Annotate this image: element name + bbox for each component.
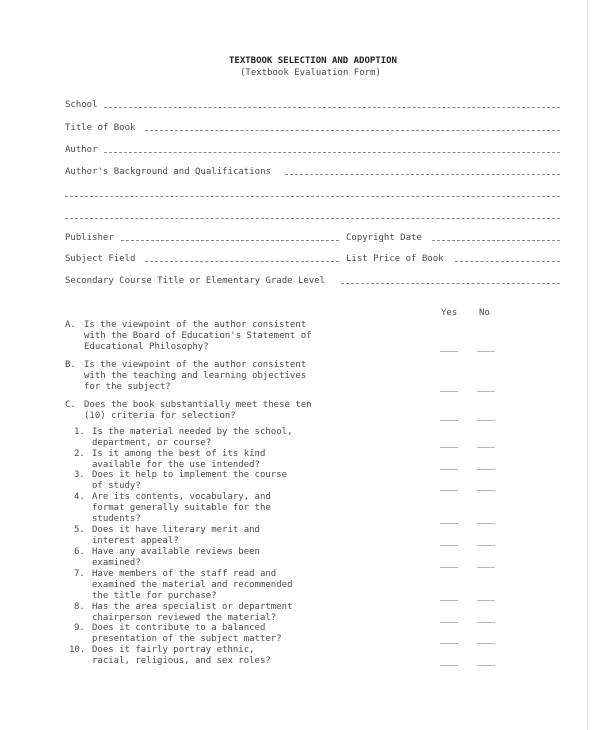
question-c-no-blank[interactable]	[477, 420, 495, 421]
criterion-number: 10.	[69, 645, 86, 655]
question-a-yes-blank[interactable]	[440, 351, 458, 352]
question-a-no-blank[interactable]	[477, 351, 495, 352]
author-line[interactable]	[104, 152, 560, 153]
school-line[interactable]	[104, 107, 560, 108]
criterion-1-no-blank[interactable]	[477, 447, 495, 448]
page-edge-divider	[587, 0, 588, 730]
question-b-letter: B.	[65, 360, 76, 370]
criterion-10-yes-blank[interactable]	[440, 665, 458, 666]
criterion-line: Is it among the best of its kind	[92, 449, 266, 459]
author-background-line-3[interactable]	[65, 218, 560, 219]
criterion-6-yes-blank[interactable]	[440, 567, 458, 568]
criterion-line: the title for purchase?	[92, 591, 217, 601]
criterion-number: 2.	[74, 449, 85, 459]
criterion-2-yes-blank[interactable]	[440, 469, 458, 470]
criterion-line: Does it contribute to a balanced	[92, 623, 266, 633]
criterion-line: chairperson reviewed the material?	[92, 613, 277, 623]
question-b-line: for the subject?	[84, 382, 171, 392]
question-b-no-blank[interactable]	[477, 391, 495, 392]
question-b-yes-blank[interactable]	[440, 391, 458, 392]
criterion-3-yes-blank[interactable]	[440, 490, 458, 491]
subject-field-label: Subject Field	[65, 254, 136, 264]
question-c-yes-blank[interactable]	[440, 420, 458, 421]
criterion-5-yes-blank[interactable]	[440, 545, 458, 546]
criterion-line: Have any available reviews been	[92, 547, 260, 557]
yes-column-header: Yes	[441, 308, 458, 318]
copyright-date-line[interactable]	[432, 240, 560, 241]
question-c-letter: C.	[65, 400, 76, 410]
criterion-number: 5.	[74, 525, 85, 535]
author-label: Author	[65, 145, 98, 155]
author-background-line-1[interactable]	[285, 174, 560, 175]
secondary-course-line[interactable]	[341, 283, 560, 284]
question-b-line: Is the viewpoint of the author consistent	[84, 360, 307, 370]
list-price-line[interactable]	[455, 261, 560, 262]
criterion-5-no-blank[interactable]	[477, 545, 495, 546]
author-background-label: Author's Background and Qualifications	[65, 167, 271, 177]
question-b-line: with the teaching and learning objectives	[84, 371, 307, 381]
criterion-number: 4.	[74, 492, 85, 502]
publisher-line[interactable]	[121, 240, 339, 241]
criterion-line: Does it fairly portray ethnic,	[92, 645, 255, 655]
criterion-line: students?	[92, 514, 141, 524]
secondary-course-label: Secondary Course Title or Elementary Grade Level	[65, 276, 326, 286]
criterion-9-yes-blank[interactable]	[440, 643, 458, 644]
form-title: TEXTBOOK SELECTION AND ADOPTION	[229, 56, 397, 66]
criterion-4-no-blank[interactable]	[477, 523, 495, 524]
question-c-line: Does the book substantially meet these ten	[84, 400, 312, 410]
title-of-book-label: Title of Book	[65, 123, 136, 133]
publisher-label: Publisher	[65, 233, 114, 243]
criterion-line: presentation of the subject matter?	[92, 634, 282, 644]
criterion-3-no-blank[interactable]	[477, 490, 495, 491]
criterion-number: 6.	[74, 547, 85, 557]
criterion-7-no-blank[interactable]	[477, 600, 495, 601]
title-of-book-line[interactable]	[145, 130, 560, 131]
criterion-line: examined?	[92, 558, 141, 568]
copyright-date-label: Copyright Date	[346, 233, 422, 243]
criterion-line: Have members of the staff read and	[92, 569, 277, 579]
question-a-letter: A.	[65, 320, 76, 330]
criterion-7-yes-blank[interactable]	[440, 600, 458, 601]
subject-field-line[interactable]	[145, 261, 339, 262]
criterion-number: 8.	[74, 602, 85, 612]
criterion-number: 1.	[74, 427, 85, 437]
criterion-line: available for the use intended?	[92, 460, 260, 470]
author-background-line-2[interactable]	[65, 196, 560, 197]
criterion-line: Does it help to implement the course	[92, 470, 288, 480]
list-price-label: List Price of Book	[346, 254, 444, 264]
criterion-line: interest appeal?	[92, 536, 179, 546]
criterion-line: Are its contents, vocabulary, and	[92, 492, 271, 502]
criterion-line: department, or course?	[92, 438, 212, 448]
criterion-line: Is the material needed by the school,	[92, 427, 293, 437]
criterion-4-yes-blank[interactable]	[440, 523, 458, 524]
criterion-8-yes-blank[interactable]	[440, 622, 458, 623]
no-column-header: No	[479, 308, 490, 318]
criterion-line: Has the area specialist or department	[92, 602, 293, 612]
criterion-10-no-blank[interactable]	[477, 665, 495, 666]
form-subtitle: (Textbook Evaluation Form)	[240, 68, 381, 78]
criterion-line: format generally suitable for the	[92, 503, 271, 513]
criterion-1-yes-blank[interactable]	[440, 447, 458, 448]
question-a-line: with the Board of Education's Statement of	[84, 331, 312, 341]
question-a-line: Educational Philosophy?	[84, 342, 209, 352]
criterion-line: of study?	[92, 481, 141, 491]
criterion-line: racial, religious, and sex roles?	[92, 656, 271, 666]
criterion-line: examined the material and recommended	[92, 580, 293, 590]
criterion-number: 7.	[74, 569, 85, 579]
criterion-9-no-blank[interactable]	[477, 643, 495, 644]
question-c-line: (10) criteria for selection?	[84, 411, 236, 421]
question-a-line: Is the viewpoint of the author consistent	[84, 320, 307, 330]
criterion-8-no-blank[interactable]	[477, 622, 495, 623]
criterion-line: Does it have literary merit and	[92, 525, 260, 535]
school-label: School	[65, 100, 98, 110]
criterion-number: 3.	[74, 470, 85, 480]
criterion-2-no-blank[interactable]	[477, 469, 495, 470]
criterion-number: 9.	[74, 623, 85, 633]
criterion-6-no-blank[interactable]	[477, 567, 495, 568]
